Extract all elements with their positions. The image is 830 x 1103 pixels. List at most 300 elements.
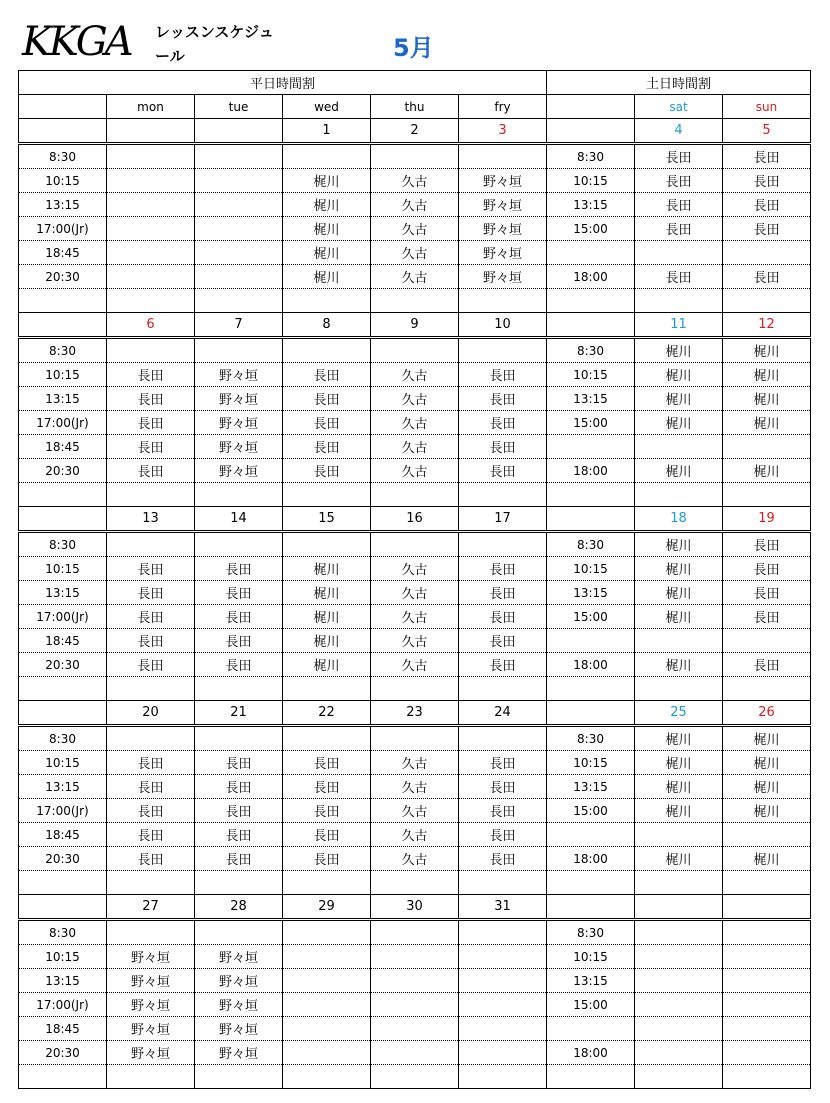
blank-cell <box>283 1065 371 1089</box>
time-cell: 13:15 <box>19 581 107 605</box>
weekend-time-cell: 13:15 <box>547 969 635 993</box>
weekend-time-cell: 8:30 <box>547 144 635 169</box>
date-row <box>19 119 811 144</box>
date-cell: 7 <box>195 313 283 338</box>
blank-cell <box>195 483 283 507</box>
blank-cell <box>195 289 283 313</box>
time-cell: 8:30 <box>19 726 107 751</box>
lesson-cell: 野々垣 <box>195 387 283 411</box>
lesson-cell <box>195 193 283 217</box>
date-cell: 6 <box>107 313 195 338</box>
lesson-cell: 長田 <box>459 581 547 605</box>
slot-row <box>19 653 811 677</box>
weekend-time-cell: 18:00 <box>547 265 635 289</box>
lesson-cell-sat <box>635 1017 723 1041</box>
lesson-cell: 長田 <box>195 775 283 799</box>
weekend-time-cell: 8:30 <box>547 532 635 557</box>
lesson-cell: 野々垣 <box>195 945 283 969</box>
time-cell: 20:30 <box>19 847 107 871</box>
lesson-cell-sat <box>635 1041 723 1065</box>
lesson-cell-sat: 梶川 <box>635 363 723 387</box>
blank-cell <box>195 1065 283 1089</box>
date-cell: 29 <box>283 895 371 920</box>
lesson-cell: 久古 <box>371 847 459 871</box>
weekend-time-cell: 10:15 <box>547 751 635 775</box>
lesson-cell-sun: 長田 <box>723 581 811 605</box>
lesson-cell <box>107 920 195 945</box>
lesson-cell: 長田 <box>195 653 283 677</box>
lesson-cell: 野々垣 <box>195 993 283 1017</box>
lesson-cell <box>283 338 371 363</box>
lesson-cell: 久古 <box>371 363 459 387</box>
lesson-cell: 梶川 <box>283 193 371 217</box>
lesson-cell: 梶川 <box>283 581 371 605</box>
blank-cell <box>371 289 459 313</box>
slot-row <box>19 969 811 993</box>
date-cell-sat: 4 <box>635 119 723 144</box>
date-cell-sun: 26 <box>723 701 811 726</box>
lesson-cell <box>195 532 283 557</box>
lesson-cell: 久古 <box>371 823 459 847</box>
lesson-cell-sun: 長田 <box>723 605 811 629</box>
blank-cell <box>547 289 635 313</box>
lesson-cell: 長田 <box>107 775 195 799</box>
weekend-time-cell: 18:00 <box>547 459 635 483</box>
lesson-cell <box>283 144 371 169</box>
lesson-cell <box>107 241 195 265</box>
lesson-cell: 野々垣 <box>195 1041 283 1065</box>
lesson-cell-sun: 長田 <box>723 653 811 677</box>
lesson-cell: 久古 <box>371 557 459 581</box>
weekend-time-cell <box>547 241 635 265</box>
lesson-cell: 久古 <box>371 217 459 241</box>
weekend-time-cell: 15:00 <box>547 993 635 1017</box>
lesson-cell: 長田 <box>283 823 371 847</box>
blank-cell <box>195 677 283 701</box>
lesson-cell-sat: 梶川 <box>635 532 723 557</box>
slot-row <box>19 193 811 217</box>
lesson-cell: 野々垣 <box>107 1041 195 1065</box>
lesson-cell-sat <box>635 629 723 653</box>
blank-cell <box>459 677 547 701</box>
time-cell: 20:30 <box>19 653 107 677</box>
lesson-cell: 野々垣 <box>107 993 195 1017</box>
blank-cell <box>723 483 811 507</box>
lesson-cell: 長田 <box>283 435 371 459</box>
lesson-cell-sun <box>723 823 811 847</box>
lesson-cell-sun <box>723 945 811 969</box>
lesson-cell-sat <box>635 823 723 847</box>
blank-cell <box>19 483 107 507</box>
slot-row <box>19 387 811 411</box>
lesson-cell <box>195 241 283 265</box>
weekend-time-cell: 10:15 <box>547 557 635 581</box>
slot-row <box>19 751 811 775</box>
lesson-cell: 野々垣 <box>459 241 547 265</box>
lesson-cell: 梶川 <box>283 169 371 193</box>
time-cell: 13:15 <box>19 775 107 799</box>
date-row-time-cell <box>19 701 107 726</box>
lesson-cell <box>195 217 283 241</box>
blank-cell <box>107 289 195 313</box>
lesson-cell: 野々垣 <box>107 945 195 969</box>
lesson-cell-sun: 長田 <box>723 265 811 289</box>
lesson-cell <box>371 532 459 557</box>
blank-cell <box>547 1065 635 1089</box>
lesson-cell: 長田 <box>459 629 547 653</box>
lesson-cell: 野々垣 <box>459 193 547 217</box>
lesson-cell <box>195 144 283 169</box>
lesson-cell-sat: 梶川 <box>635 799 723 823</box>
lesson-cell: 長田 <box>283 459 371 483</box>
lesson-cell: 久古 <box>371 193 459 217</box>
lesson-cell: 久古 <box>371 775 459 799</box>
blank-cell <box>19 677 107 701</box>
lesson-cell-sun: 梶川 <box>723 847 811 871</box>
month-title: 5月 <box>393 34 434 62</box>
time-header <box>19 95 107 119</box>
lesson-cell: 久古 <box>371 751 459 775</box>
lesson-cell <box>195 726 283 751</box>
time-cell: 13:15 <box>19 387 107 411</box>
lesson-cell <box>195 169 283 193</box>
time-cell: 8:30 <box>19 920 107 945</box>
lesson-cell <box>107 726 195 751</box>
date-row-weekend-time-cell <box>547 119 635 144</box>
time-cell: 8:30 <box>19 532 107 557</box>
lesson-cell <box>371 969 459 993</box>
slot-row <box>19 605 811 629</box>
weekend-time-cell: 13:15 <box>547 581 635 605</box>
slot-row <box>19 435 811 459</box>
weekend-time-cell <box>547 823 635 847</box>
day-header-mon: mon <box>107 95 195 119</box>
lesson-cell-sun: 梶川 <box>723 799 811 823</box>
blank-cell <box>635 871 723 895</box>
lesson-cell: 野々垣 <box>459 265 547 289</box>
time-cell: 8:30 <box>19 338 107 363</box>
lesson-cell: 長田 <box>459 799 547 823</box>
page-subtitle: レッスンスケジュール <box>155 23 274 65</box>
blank-row <box>19 289 811 313</box>
date-cell: 8 <box>283 313 371 338</box>
lesson-cell: 梶川 <box>283 629 371 653</box>
lesson-cell <box>459 945 547 969</box>
lesson-cell <box>371 726 459 751</box>
lesson-cell-sun: 長田 <box>723 557 811 581</box>
weekend-time-cell: 8:30 <box>547 726 635 751</box>
slot-row <box>19 775 811 799</box>
lesson-cell-sun: 梶川 <box>723 751 811 775</box>
lesson-cell: 長田 <box>459 557 547 581</box>
lesson-cell <box>195 920 283 945</box>
lesson-cell: 久古 <box>371 411 459 435</box>
date-row-time-cell <box>19 895 107 920</box>
blank-cell <box>547 677 635 701</box>
lesson-cell-sat <box>635 969 723 993</box>
lesson-cell-sat: 梶川 <box>635 751 723 775</box>
date-cell: 10 <box>459 313 547 338</box>
weekend-time-cell: 8:30 <box>547 338 635 363</box>
weekend-time-cell: 18:00 <box>547 1041 635 1065</box>
lesson-cell: 長田 <box>459 605 547 629</box>
lesson-cell-sat: 梶川 <box>635 338 723 363</box>
weekend-time-cell: 10:15 <box>547 169 635 193</box>
blank-cell <box>19 871 107 895</box>
lesson-cell: 長田 <box>459 653 547 677</box>
time-cell: 17:00(Jr) <box>19 605 107 629</box>
lesson-cell-sat: 長田 <box>635 144 723 169</box>
lesson-cell-sun: 梶川 <box>723 726 811 751</box>
lesson-cell: 長田 <box>283 775 371 799</box>
lesson-cell <box>371 1041 459 1065</box>
time-cell: 10:15 <box>19 557 107 581</box>
lesson-cell <box>195 265 283 289</box>
date-cell: 13 <box>107 507 195 532</box>
lesson-cell: 野々垣 <box>195 459 283 483</box>
weekend-time-cell: 15:00 <box>547 217 635 241</box>
blank-cell <box>723 1065 811 1089</box>
lesson-cell-sat: 長田 <box>635 265 723 289</box>
date-cell: 1 <box>283 119 371 144</box>
lesson-cell-sat <box>635 435 723 459</box>
lesson-cell: 野々垣 <box>195 363 283 387</box>
date-cell: 14 <box>195 507 283 532</box>
lesson-cell: 長田 <box>107 557 195 581</box>
slot-row <box>19 338 811 363</box>
lesson-cell <box>371 338 459 363</box>
lesson-cell: 長田 <box>107 411 195 435</box>
date-cell: 23 <box>371 701 459 726</box>
lesson-cell: 久古 <box>371 265 459 289</box>
blank-cell <box>107 871 195 895</box>
lesson-cell <box>195 338 283 363</box>
blank-cell <box>371 871 459 895</box>
lesson-cell <box>459 993 547 1017</box>
lesson-cell: 長田 <box>459 459 547 483</box>
time-cell: 10:15 <box>19 945 107 969</box>
day-header-fry: fry <box>459 95 547 119</box>
lesson-cell <box>283 993 371 1017</box>
slot-row <box>19 799 811 823</box>
day-header-wed: wed <box>283 95 371 119</box>
time-cell: 13:15 <box>19 193 107 217</box>
lesson-cell: 野々垣 <box>107 1017 195 1041</box>
lesson-cell: 長田 <box>459 363 547 387</box>
lesson-cell <box>459 144 547 169</box>
slot-row <box>19 363 811 387</box>
date-cell: 24 <box>459 701 547 726</box>
slot-row <box>19 581 811 605</box>
lesson-cell-sat <box>635 920 723 945</box>
weekend-time-cell: 10:15 <box>547 363 635 387</box>
slot-row <box>19 532 811 557</box>
blank-cell <box>19 1065 107 1089</box>
lesson-cell: 久古 <box>371 459 459 483</box>
lesson-cell-sat: 梶川 <box>635 726 723 751</box>
lesson-cell: 長田 <box>459 847 547 871</box>
lesson-cell: 長田 <box>195 799 283 823</box>
weekend-time-cell: 18:00 <box>547 847 635 871</box>
lesson-cell-sun: 長田 <box>723 217 811 241</box>
group-header-row <box>19 71 811 95</box>
lesson-cell <box>459 920 547 945</box>
lesson-cell: 長田 <box>283 751 371 775</box>
date-row-time-cell <box>19 313 107 338</box>
weekend-time-header <box>547 95 635 119</box>
lesson-cell: 久古 <box>371 629 459 653</box>
day-header-tue: tue <box>195 95 283 119</box>
blank-row <box>19 483 811 507</box>
lesson-cell <box>371 993 459 1017</box>
date-cell-sun: 19 <box>723 507 811 532</box>
date-row <box>19 507 811 532</box>
lesson-cell <box>107 144 195 169</box>
lesson-cell-sat <box>635 945 723 969</box>
lesson-cell: 長田 <box>107 387 195 411</box>
date-cell: 28 <box>195 895 283 920</box>
lesson-cell: 長田 <box>107 799 195 823</box>
time-cell: 18:45 <box>19 1017 107 1041</box>
blank-cell <box>371 483 459 507</box>
lesson-cell: 野々垣 <box>459 217 547 241</box>
lesson-cell-sun: 長田 <box>723 144 811 169</box>
lesson-cell: 長田 <box>107 459 195 483</box>
day-header-sun: sun <box>723 95 811 119</box>
lesson-cell-sat: 長田 <box>635 217 723 241</box>
slot-row <box>19 1041 811 1065</box>
lesson-schedule-table <box>18 70 811 1089</box>
lesson-cell <box>459 1017 547 1041</box>
lesson-cell: 長田 <box>459 411 547 435</box>
lesson-cell: 野々垣 <box>195 411 283 435</box>
date-cell: 9 <box>371 313 459 338</box>
lesson-cell: 長田 <box>195 751 283 775</box>
lesson-cell: 長田 <box>459 775 547 799</box>
lesson-cell: 長田 <box>107 823 195 847</box>
lesson-cell <box>371 1017 459 1041</box>
weekend-time-cell: 15:00 <box>547 411 635 435</box>
lesson-cell: 長田 <box>195 605 283 629</box>
blank-cell <box>371 677 459 701</box>
slot-row <box>19 241 811 265</box>
lesson-cell: 野々垣 <box>195 435 283 459</box>
lesson-cell-sun: 梶川 <box>723 459 811 483</box>
date-cell: 3 <box>459 119 547 144</box>
lesson-cell: 野々垣 <box>107 969 195 993</box>
blank-cell <box>635 483 723 507</box>
lesson-cell-sat: 梶川 <box>635 581 723 605</box>
lesson-cell-sat: 梶川 <box>635 387 723 411</box>
slot-row <box>19 945 811 969</box>
lesson-cell: 長田 <box>195 847 283 871</box>
lesson-cell: 梶川 <box>283 241 371 265</box>
lesson-cell-sun: 梶川 <box>723 363 811 387</box>
lesson-cell-sun: 長田 <box>723 532 811 557</box>
lesson-cell: 久古 <box>371 605 459 629</box>
date-cell: 30 <box>371 895 459 920</box>
lesson-cell <box>459 338 547 363</box>
slot-row <box>19 629 811 653</box>
blank-cell <box>635 677 723 701</box>
lesson-cell-sun <box>723 1017 811 1041</box>
blank-cell <box>723 289 811 313</box>
blank-cell <box>723 871 811 895</box>
day-header-row <box>19 95 811 119</box>
date-row-weekend-time-cell <box>547 701 635 726</box>
lesson-cell: 久古 <box>371 799 459 823</box>
lesson-cell-sun: 梶川 <box>723 387 811 411</box>
date-cell-sun <box>723 895 811 920</box>
lesson-cell: 長田 <box>283 387 371 411</box>
lesson-cell <box>283 1017 371 1041</box>
lesson-cell: 長田 <box>283 847 371 871</box>
kkga-logo: KKGA <box>22 19 131 65</box>
weekend-time-cell: 18:00 <box>547 653 635 677</box>
lesson-cell-sat <box>635 241 723 265</box>
time-cell: 20:30 <box>19 1041 107 1065</box>
lesson-cell-sat: 梶川 <box>635 459 723 483</box>
lesson-cell-sun: 梶川 <box>723 338 811 363</box>
lesson-cell <box>371 945 459 969</box>
date-cell: 27 <box>107 895 195 920</box>
lesson-cell-sat: 梶川 <box>635 847 723 871</box>
lesson-cell <box>459 969 547 993</box>
date-cell <box>195 119 283 144</box>
time-cell: 17:00(Jr) <box>19 217 107 241</box>
lesson-cell <box>107 338 195 363</box>
weekend-time-cell: 15:00 <box>547 605 635 629</box>
lesson-cell <box>371 144 459 169</box>
lesson-cell: 梶川 <box>283 653 371 677</box>
date-cell: 16 <box>371 507 459 532</box>
weekend-time-cell <box>547 629 635 653</box>
lesson-cell-sat: 長田 <box>635 193 723 217</box>
lesson-cell-sat: 梶川 <box>635 653 723 677</box>
lesson-cell: 長田 <box>195 557 283 581</box>
date-cell: 31 <box>459 895 547 920</box>
blank-cell <box>635 289 723 313</box>
lesson-cell-sat: 梶川 <box>635 557 723 581</box>
date-cell: 20 <box>107 701 195 726</box>
slot-row <box>19 265 811 289</box>
time-cell: 10:15 <box>19 363 107 387</box>
lesson-cell: 久古 <box>371 387 459 411</box>
slot-row <box>19 1017 811 1041</box>
lesson-cell: 長田 <box>195 581 283 605</box>
day-header-sat: sat <box>635 95 723 119</box>
date-row-weekend-time-cell <box>547 313 635 338</box>
time-cell: 20:30 <box>19 265 107 289</box>
blank-cell <box>547 871 635 895</box>
lesson-cell <box>371 920 459 945</box>
blank-row <box>19 1065 811 1089</box>
lesson-cell: 長田 <box>107 363 195 387</box>
slot-row <box>19 920 811 945</box>
lesson-cell-sat: 梶川 <box>635 411 723 435</box>
weekend-time-cell: 13:15 <box>547 775 635 799</box>
date-row <box>19 313 811 338</box>
blank-cell <box>371 1065 459 1089</box>
date-row <box>19 701 811 726</box>
page-header <box>0 0 830 70</box>
blank-cell <box>459 289 547 313</box>
lesson-cell: 長田 <box>459 751 547 775</box>
lesson-cell <box>283 945 371 969</box>
date-cell-sat: 11 <box>635 313 723 338</box>
lesson-cell: 長田 <box>195 823 283 847</box>
lesson-cell: 長田 <box>107 435 195 459</box>
